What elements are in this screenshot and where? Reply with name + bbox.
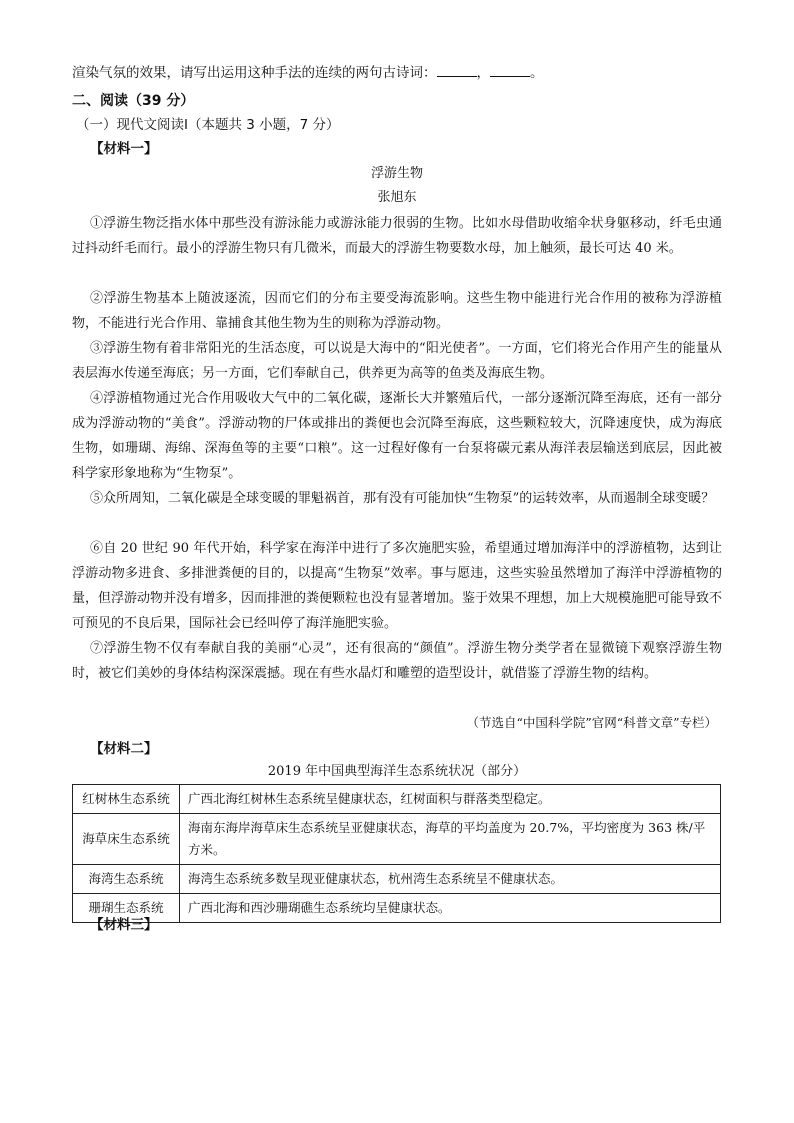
ecosystem-status: 海南东海岸海草床生态系统呈亚健康状态，海草的平均盖度为 20.7%，平均密度为 363 株/平方米。 bbox=[180, 814, 721, 865]
ecosystem-status: 广西北海和西沙珊瑚礁生态系统均呈健康状态。 bbox=[180, 894, 721, 923]
table-row bbox=[73, 865, 721, 894]
material-1-label: 【材料一】 bbox=[90, 141, 158, 157]
section-subtitle: （一）现代文阅读Ⅰ（本题共 3 小题，7 分） bbox=[76, 117, 340, 133]
intro-question-line bbox=[72, 64, 544, 82]
intro-end: 。 bbox=[530, 65, 544, 81]
answer-blank-1[interactable] bbox=[437, 64, 477, 77]
paragraph-text: ②浮游生物基本上随波逐流，因而它们的分布主要受海流影响。这些生物中能进行光合作用的被称为浮游植物，不能进行光合作用、靠捕食其他生物为生的则称为浮游动物。 bbox=[72, 291, 722, 331]
answer-blank-2[interactable] bbox=[490, 64, 530, 77]
table-row bbox=[73, 814, 721, 865]
ecosystem-name: 海湾生态系统 bbox=[73, 865, 180, 894]
article-paragraph-6 bbox=[72, 536, 722, 636]
paragraph-text: ⑦浮游生物不仅有奉献自我的美丽“心灵”，还有很高的“颜值”。浮游生物分类学者在显微镜下观察浮游生物时，被它们美妙的身体结构深深震撼。现在有些水晶灯和雕塑的造型设计，就借鉴了浮游生物的结构。 bbox=[72, 641, 722, 681]
paragraph-text: ④浮游植物通过光合作用吸收大气中的二氧化碳，逐渐长大并繁殖后代，一部分逐渐沉降至海底，还有一部分成为浮游动物的“美食”。浮游动物的尸体或排出的粪便也会沉降至海底，这些颗粒较大，沉降速度快，成为海底生物，如珊瑚、海绵、深海鱼等的主要“口粮”。这一过程好像有一台泵将碳元素从海洋表层输送到底层，因此被科学家形象地称为“生物泵”。 bbox=[72, 391, 722, 481]
table-row bbox=[73, 894, 721, 923]
material-3-label: 【材料三】 bbox=[90, 917, 158, 933]
intro-separator: ， bbox=[476, 65, 490, 81]
article-paragraph-7 bbox=[72, 636, 722, 686]
article-paragraph-5 bbox=[72, 486, 722, 511]
ecosystem-name: 珊瑚生态系统 bbox=[73, 894, 180, 923]
article-paragraph-2 bbox=[72, 286, 722, 336]
paragraph-text: ⑥自 20 世纪 90 年代开始，科学家在海洋中进行了多次施肥实验，希望通过增加海洋中的浮游植物，达到让浮游动物多进食、多排泄粪便的目的，以提高“生物泵”效率。事与愿违，这些实验虽然增加了海洋中浮游植物的量，但浮游动物并没有增多，因而排泄的粪便颗粒也没有显著增加。鉴于效果不理想，加上大规模施肥可能导致不可预见的不良后果，国际社会已经叫停了海洋施肥实验。 bbox=[72, 541, 723, 631]
ecosystem-table bbox=[72, 784, 721, 923]
table-title: 2019 年中国典型海洋生态系统状况（部分） bbox=[267, 764, 527, 779]
article-paragraph-1 bbox=[72, 211, 722, 261]
article-paragraph-3 bbox=[72, 336, 722, 386]
ecosystem-status: 海湾生态系统多数呈现亚健康状态，杭州湾生态系统呈不健康状态。 bbox=[180, 865, 721, 894]
paragraph-text: ③浮游生物有着非常阳光的生活态度，可以说是大海中的“阳光使者”。一方面，它们将光合作用产生的能量从表层海水传递至海底；另一方面，它们奉献自己，供养更为高等的鱼类及海底生物。 bbox=[72, 341, 722, 381]
table-row bbox=[73, 785, 721, 814]
intro-question-text: 渲染气氛的效果，请写出运用这种手法的连续的两句古诗词： bbox=[72, 65, 437, 81]
paragraph-text: ⑤众所周知，二氧化碳是全球变暖的罪魁祸首，那有没有可能加快“生物泵”的运转效率，从而遏制全球变暖？ bbox=[90, 491, 715, 506]
section-title: 二、阅读（39 分） bbox=[72, 93, 195, 109]
ecosystem-name: 海草床生态系统 bbox=[73, 814, 180, 865]
ecosystem-name: 红树林生态系统 bbox=[73, 785, 180, 814]
article-source: （节选自“中国科学院”官网“科普文章”专栏） bbox=[466, 715, 717, 730]
ecosystem-status: 广西北海红树林生态系统呈健康状态，红树面积与群落类型稳定。 bbox=[180, 785, 721, 814]
article-author: 张旭东 bbox=[377, 190, 417, 205]
article-title: 浮游生物 bbox=[370, 166, 423, 181]
article-paragraph-4 bbox=[72, 386, 722, 486]
paragraph-text: ①浮游生物泛指水体中那些没有游泳能力或游泳能力很弱的生物。比如水母借助收缩伞状身躯移动，纤毛虫通过抖动纤毛而行。最小的浮游生物只有几微米，而最大的浮游生物要数水母，加上触须，最长可达 40 米。 bbox=[72, 216, 722, 256]
material-2-label: 【材料二】 bbox=[90, 741, 158, 757]
